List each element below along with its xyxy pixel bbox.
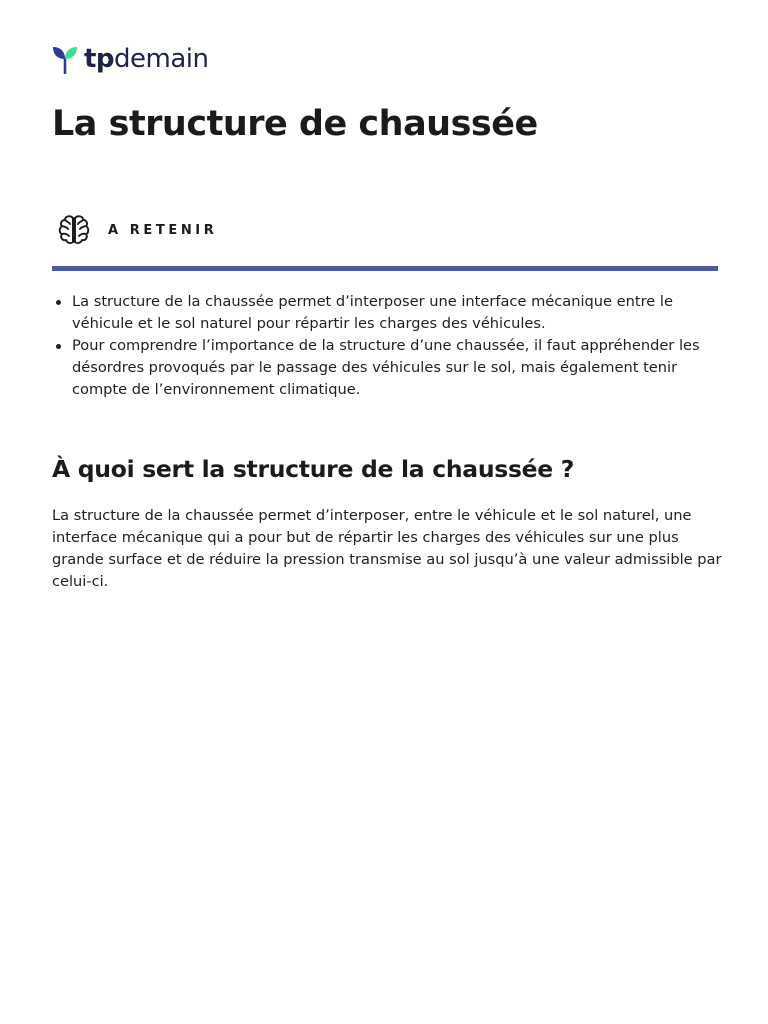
logo-wordmark bbox=[84, 44, 209, 74]
list-item: La structure de la chaussée permet d’interposer une interface mécanique entre le véhicule et le sol naturel pour répartir les charges des véhicules. bbox=[72, 291, 718, 335]
retenir-list bbox=[52, 291, 718, 401]
brain-icon bbox=[56, 212, 92, 248]
logo-tp: tp bbox=[84, 44, 115, 74]
retenir-divider bbox=[52, 266, 718, 271]
section-paragraph: La structure de la chaussée permet d’interposer, entre le véhicule et le sol naturel, une interface mécanique qui a pour but de répartir les charges des véhicules sur une plus grande surface et de réduire la pression transmise au sol jusqu’à une valeur admissible par celui-ci. bbox=[52, 507, 722, 590]
retenir-header bbox=[56, 210, 217, 250]
tpdemain-logo[interactable] bbox=[52, 43, 209, 75]
list-item: Pour comprendre l’importance de la structure d’une chaussée, il faut appréhender les désordres provoqués par le passage des véhicules sur le sol, mais également tenir compte de l’environnement climatique. bbox=[72, 335, 718, 401]
page-title: La structure de chaussée bbox=[52, 104, 538, 144]
retenir-label: A RETENIR bbox=[108, 222, 218, 238]
sprout-icon bbox=[52, 44, 78, 74]
section-heading: À quoi sert la structure de la chaussée ? bbox=[52, 455, 575, 483]
logo-demain: demain bbox=[114, 44, 209, 74]
